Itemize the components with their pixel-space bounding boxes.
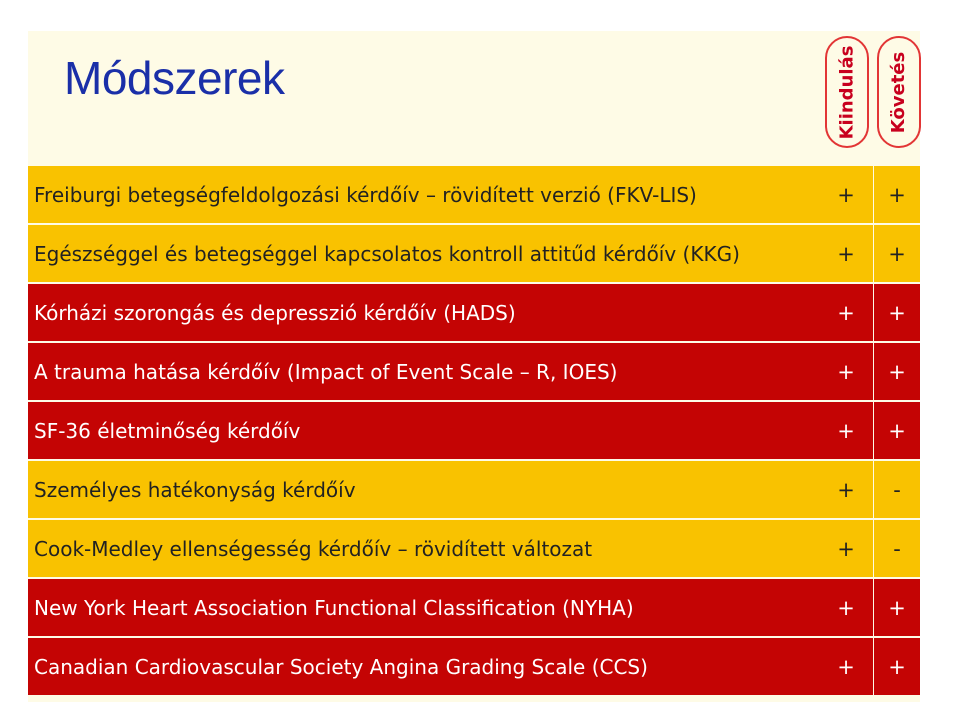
table-row <box>28 638 920 695</box>
row-label: SF-36 életminőség kérdőív <box>28 402 808 459</box>
page-title: Módszerek <box>64 52 285 104</box>
row-kiindulas-mark: + <box>819 166 873 223</box>
row-label: Kórházi szorongás és depresszió kérdőív (HADS) <box>28 284 808 341</box>
row-kiindulas-mark: + <box>819 284 873 341</box>
column-header-kovetes-label: Követés <box>888 51 910 133</box>
table-row <box>28 166 920 223</box>
row-kiindulas-mark: + <box>819 520 873 577</box>
row-label: New York Heart Association Functional Classification (NYHA) <box>28 579 808 636</box>
row-kovetes-mark: - <box>874 461 920 518</box>
row-kiindulas-mark: + <box>819 638 873 695</box>
table-row <box>28 461 920 518</box>
row-kiindulas-mark: + <box>819 343 873 400</box>
table-row <box>28 579 920 636</box>
row-label: Cook-Medley ellenségesség kérdőív – rövidített változat <box>28 520 808 577</box>
row-kovetes-mark: - <box>874 520 920 577</box>
row-kiindulas-mark: + <box>819 402 873 459</box>
table-row <box>28 520 920 577</box>
row-label: Egészséggel és betegséggel kapcsolatos kontroll attitűd kérdőív (KKG) <box>28 225 808 282</box>
row-kovetes-mark: + <box>874 284 920 341</box>
row-label: Személyes hatékonyság kérdőív <box>28 461 808 518</box>
row-kovetes-mark: + <box>874 402 920 459</box>
table-row <box>28 402 920 459</box>
row-kovetes-mark: + <box>874 579 920 636</box>
row-kiindulas-mark: + <box>819 225 873 282</box>
row-kiindulas-mark: + <box>819 579 873 636</box>
row-label: Freiburgi betegségfeldolgozási kérdőív – rövidített verzió (FKV-LIS) <box>28 166 808 223</box>
row-kovetes-mark: + <box>874 225 920 282</box>
row-kiindulas-mark: + <box>819 461 873 518</box>
row-kovetes-mark: + <box>874 343 920 400</box>
column-header-kiindulas-label: Kiindulás <box>836 45 858 139</box>
table-row <box>28 343 920 400</box>
row-kovetes-mark: + <box>874 638 920 695</box>
table-row <box>28 225 920 282</box>
column-header-kovetes <box>877 36 921 148</box>
row-kovetes-mark: + <box>874 166 920 223</box>
row-label: Canadian Cardiovascular Society Angina Grading Scale (CCS) <box>28 638 808 695</box>
methods-table <box>28 166 920 695</box>
row-label: A trauma hatása kérdőív (Impact of Event Scale – R, IOES) <box>28 343 808 400</box>
table-row <box>28 284 920 341</box>
slide <box>28 31 920 702</box>
column-header-kiindulas <box>825 36 869 148</box>
